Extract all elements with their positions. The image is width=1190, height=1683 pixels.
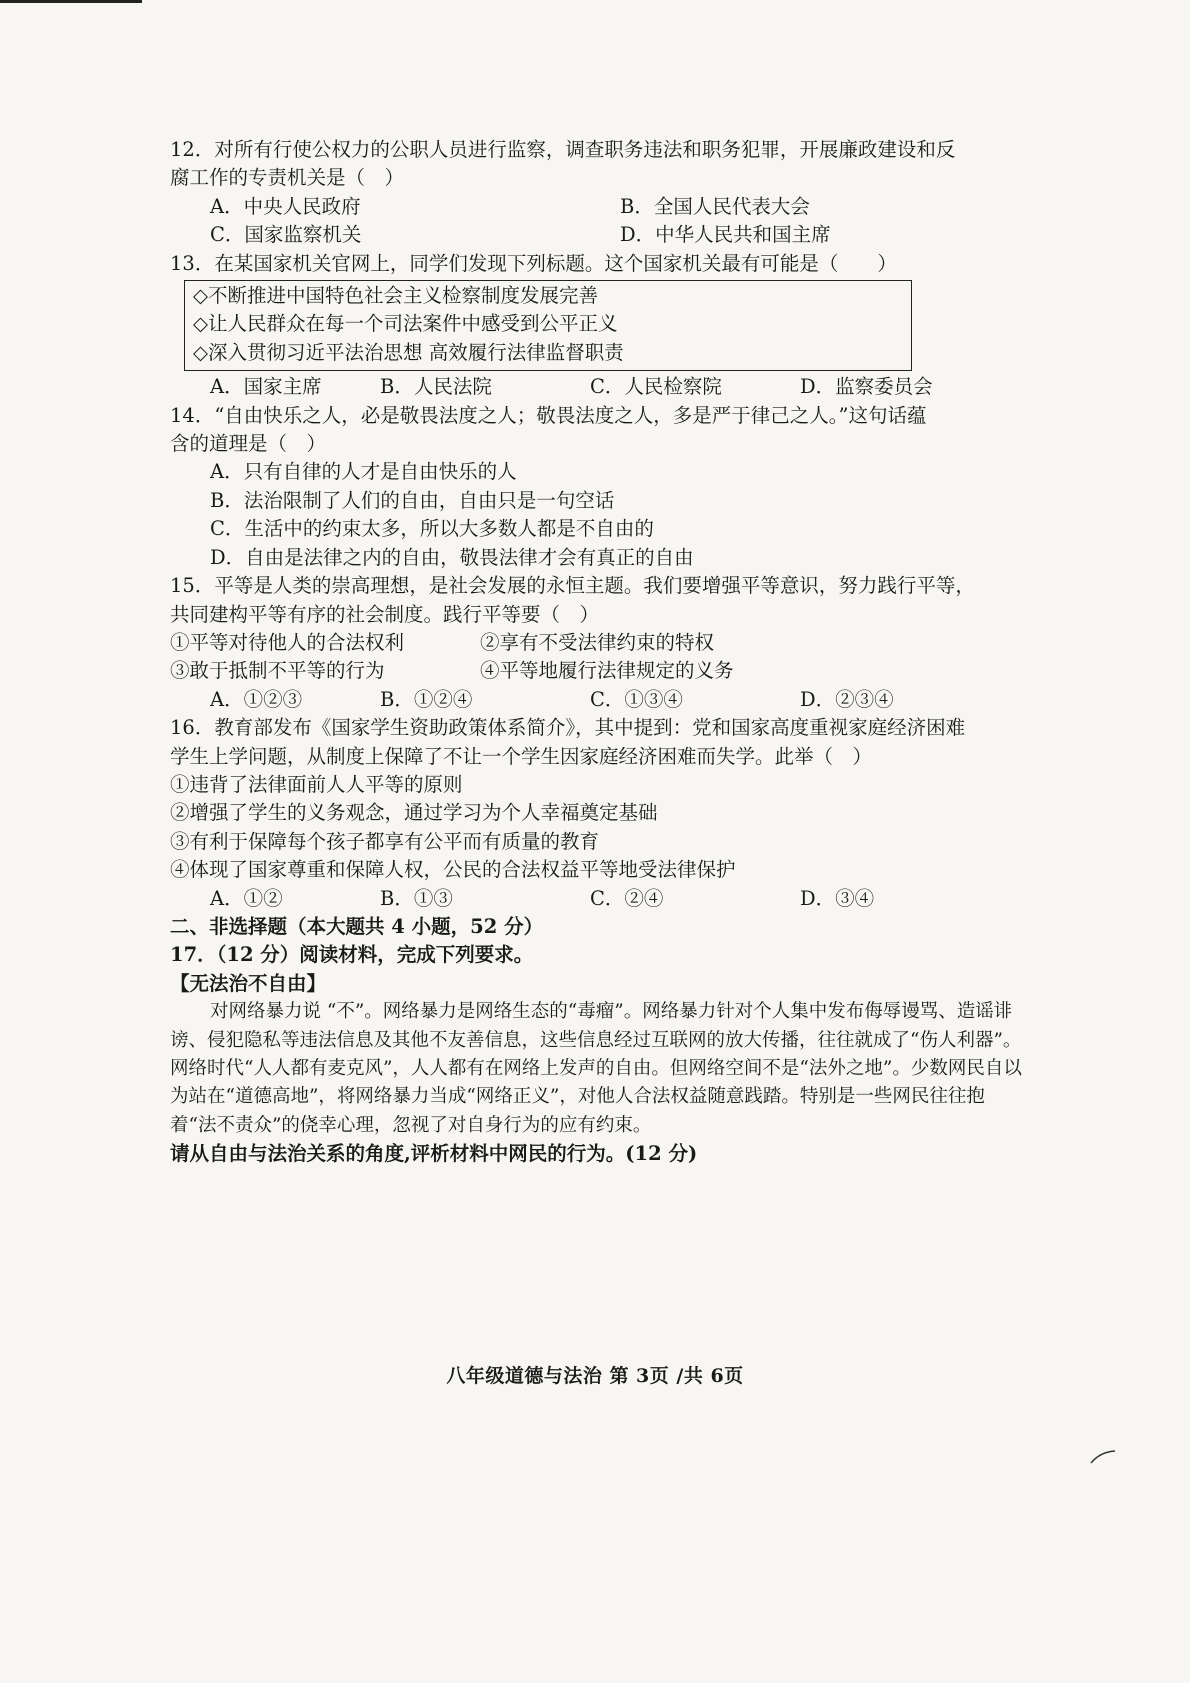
- q15-option-b: B．①②④: [380, 687, 473, 711]
- q13-option-b: B．人民法院: [380, 375, 492, 399]
- q15-statement-3: ③敢于抵制不平等的行为: [170, 659, 385, 683]
- q15-statement-2: ②享有不受法律约束的特权: [480, 630, 715, 654]
- q17-material: [170, 998, 1030, 1140]
- q13-box-line: ◇深入贯彻习近平法治思想 高效履行法律监督职责: [193, 340, 624, 364]
- q15-option-c: C．①③④: [590, 687, 683, 711]
- q16-stem-line2: 学生上学问题，从制度上保障了不让一个学生因家庭经济困难而失学。此举（ ）: [170, 744, 873, 768]
- q16-statement-4: ④体现了国家尊重和保障人权，公民的合法权益平等地受法律保护: [170, 858, 736, 882]
- q13-headline-box: [184, 280, 912, 371]
- q15-stem-line1: 15．平等是人类的崇高理想，是社会发展的永恒主题。我们要增强平等意识，努力践行平等，: [170, 574, 975, 598]
- questions-area: [170, 136, 1030, 1169]
- q15-option-a: A．①②③: [210, 687, 303, 711]
- q16-statement-2: ②增强了学生的义务观念，通过学习为个人幸福奠定基础: [170, 801, 658, 825]
- q17-stem: 17．（12 分）阅读材料，完成下列要求。: [170, 943, 534, 967]
- q14-option-b: B．法治限制了人们的自由，自由只是一句空话: [210, 488, 615, 512]
- q15-statement-4: ④平等地履行法律规定的义务: [480, 659, 734, 683]
- scan-edge-mark: [0, 0, 142, 3]
- q13-option-c: C．人民检察院: [590, 375, 722, 399]
- q16-option-d: D．③④: [800, 886, 875, 910]
- q12-stem-line1: 12．对所有行使公权力的公职人员进行监察，调查职务违法和职务犯罪，开展廉政建设和反: [170, 138, 956, 161]
- q14-stem-line2: 含的道理是（ ）: [170, 432, 327, 456]
- q13-stem: 13．在某国家机关官网上，同学们发现下列标题。这个国家机关最有可能是（ ）: [170, 251, 897, 275]
- q17-material-title: 【无法治不自由】: [170, 971, 327, 995]
- q16-stem-line1: 16．教育部发布《国家学生资助政策体系简介》，其中提到：党和国家高度重视家庭经济困难: [170, 716, 966, 740]
- q16-statement-1: ①违背了法律面前人人平等的原则: [170, 772, 463, 796]
- q12-option-b: B．全国人民代表大会: [620, 194, 810, 218]
- section-heading: 二、非选择题（本大题共 4 小题，52 分）: [170, 914, 544, 938]
- q14-option-d: D．自由是法律之内的自由，敬畏法律才会有真正的自由: [210, 545, 694, 569]
- q13-box-line: ◇不断推进中国特色社会主义检察制度发展完善: [193, 284, 598, 308]
- q15-statements-row2: [170, 657, 1030, 685]
- q16-option-a: A．①②: [210, 886, 283, 910]
- q13-options: [170, 373, 1030, 401]
- q16-option-b: B．①③: [380, 886, 453, 910]
- q13-option-d: D．监察委员会: [800, 375, 933, 399]
- q13-box-line: ◇让人民群众在每一个司法案件中感受到公平正义: [193, 312, 618, 336]
- q15-statements-row1: [170, 629, 1030, 657]
- q15-options: [170, 686, 1030, 714]
- q16-option-c: C．②④: [590, 886, 664, 910]
- q12-options-row2: [170, 221, 1030, 249]
- q15-statement-1: ①平等对待他人的合法权利: [170, 630, 405, 654]
- page-footer: 八年级道德与法治 第 3页 /共 6页: [446, 1365, 744, 1387]
- q15-option-d: D．②③④: [800, 687, 894, 711]
- q14-stem-line1: 14．“自由快乐之人，必是敬畏法度之人；敬畏法度之人，多是严于律己之人。”这句话蕴: [170, 403, 927, 427]
- q12-option-c: C．国家监察机关: [210, 223, 362, 247]
- q17-material-text: 对网络暴力说 “不”。网络暴力是网络生态的“毒瘤”。网络暴力针对个人集中发布侮辱谩骂、造谣诽谤、侵犯隐私等违法信息及其他不友善信息，这些信息经过互联网的放大传播，往往就成了“伤人利器”。网络时代“人人都有麦克风”，人人都有在网络上发声的自由。但网络空间不是“法外之地”。少数网民自以为站在“道德高地”，将网络暴力当成“网络正义”，对他人合法权益随意践踏。特别是一些网民往往抱着“法不责众”的侥幸心理，忽视了对自身行为的应有约束。: [170, 1001, 1022, 1136]
- q14-option-a: A．只有自律的人才是自由快乐的人: [210, 460, 517, 484]
- q12-options-row1: [170, 193, 1030, 221]
- q12-option-a: A．中央人民政府: [210, 194, 361, 218]
- q15-stem-line2: 共同建构平等有序的社会制度。践行平等要（ ）: [170, 602, 600, 626]
- q16-options: [170, 885, 1030, 913]
- q12-stem-line2: 腐工作的专责机关是（ ）: [170, 166, 405, 190]
- q12-option-d: D．中华人民共和国主席: [620, 223, 831, 247]
- q17-question: 请从自由与法治关系的角度,评析材料中网民的行为。(12 分): [170, 1142, 698, 1166]
- q13-option-a: A．国家主席: [210, 375, 322, 399]
- q14-option-c: C．生活中的约束太多，所以大多数人都是不自由的: [210, 517, 654, 541]
- pen-stroke-mark: [1090, 1450, 1116, 1464]
- q16-statement-3: ③有利于保障每个孩子都享有公平而有质量的教育: [170, 829, 600, 853]
